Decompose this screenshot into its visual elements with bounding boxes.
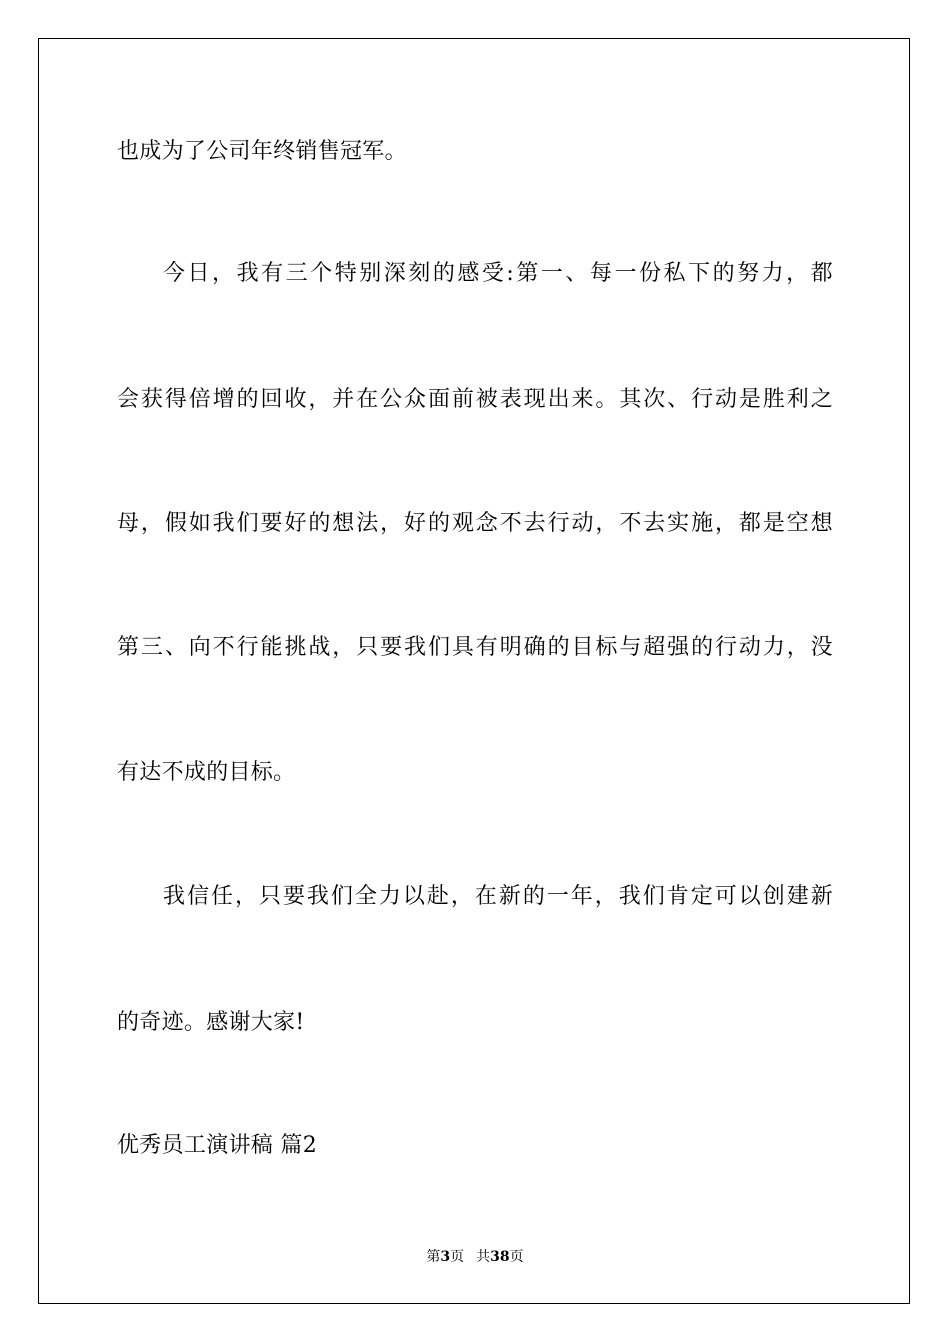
paragraph-line: 今日，我有三个特别深刻的感受:第一、每一份私下的努力，都 — [163, 261, 833, 286]
paragraph-line: 会获得倍增的回收，并在公众面前被表现出来。其次、行动是胜利之 — [117, 387, 833, 412]
paragraph-line: 的奇迹。感谢大家! — [117, 1010, 305, 1035]
paragraph-line: 我信任，只要我们全力以赴，在新的一年，我们肯定可以创建新 — [163, 884, 833, 909]
paragraph-line: 也成为了公司年终销售冠军。 — [117, 139, 407, 164]
paragraph-line: 母，假如我们要好的想法，好的观念不去行动，不去实施，都是空想 — [117, 511, 833, 536]
page-suffix: 页 — [450, 1249, 465, 1265]
page-footer — [0, 1248, 950, 1266]
page-prefix: 第 — [426, 1249, 441, 1265]
paragraph-line: 第三、向不行能挑战，只要我们具有明确的目标与超强的行动力，没 — [117, 635, 833, 660]
page-border — [38, 38, 910, 1304]
total-pages: 38 — [490, 1249, 510, 1265]
section-heading: 优秀员工演讲稿 篇2 — [117, 1133, 317, 1158]
page-number: 3 — [440, 1249, 451, 1265]
total-suffix: 页 — [509, 1249, 524, 1265]
total-prefix: 共 — [476, 1249, 491, 1265]
paragraph-line: 有达不成的目标。 — [117, 760, 296, 785]
